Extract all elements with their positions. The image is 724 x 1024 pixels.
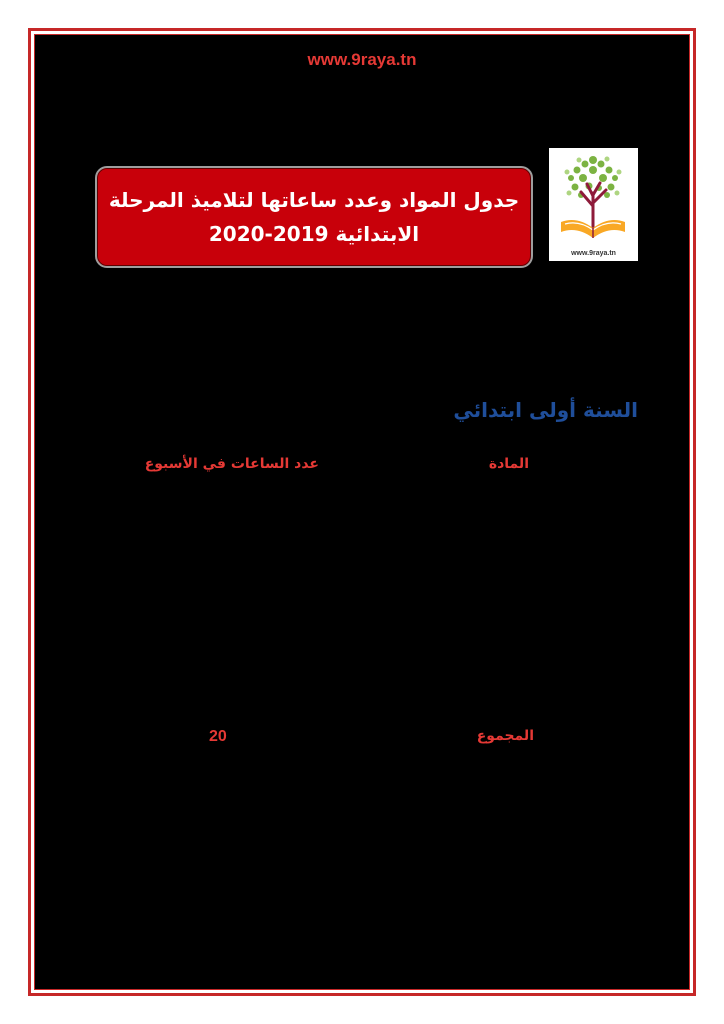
title-line-1: جدول المواد وعدد ساعاتها لتلاميذ المرحلة bbox=[108, 188, 520, 212]
title-box bbox=[95, 166, 533, 268]
year-heading: السنة أولى ابتدائي bbox=[453, 398, 638, 422]
tree-book-logo-icon bbox=[549, 148, 638, 248]
total-label: المجموع bbox=[476, 728, 534, 744]
site-url: www.9raya.tn bbox=[307, 50, 417, 69]
title-line-2: الابتدائية 2019-2020 bbox=[208, 222, 420, 246]
total-value: 20 bbox=[209, 728, 227, 745]
column-header-subject: المادة bbox=[488, 456, 529, 472]
logo bbox=[549, 148, 638, 261]
column-header-hours: عدد الساعات في الأسبوع bbox=[144, 456, 319, 472]
logo-caption: www.9raya.tn bbox=[571, 250, 616, 257]
